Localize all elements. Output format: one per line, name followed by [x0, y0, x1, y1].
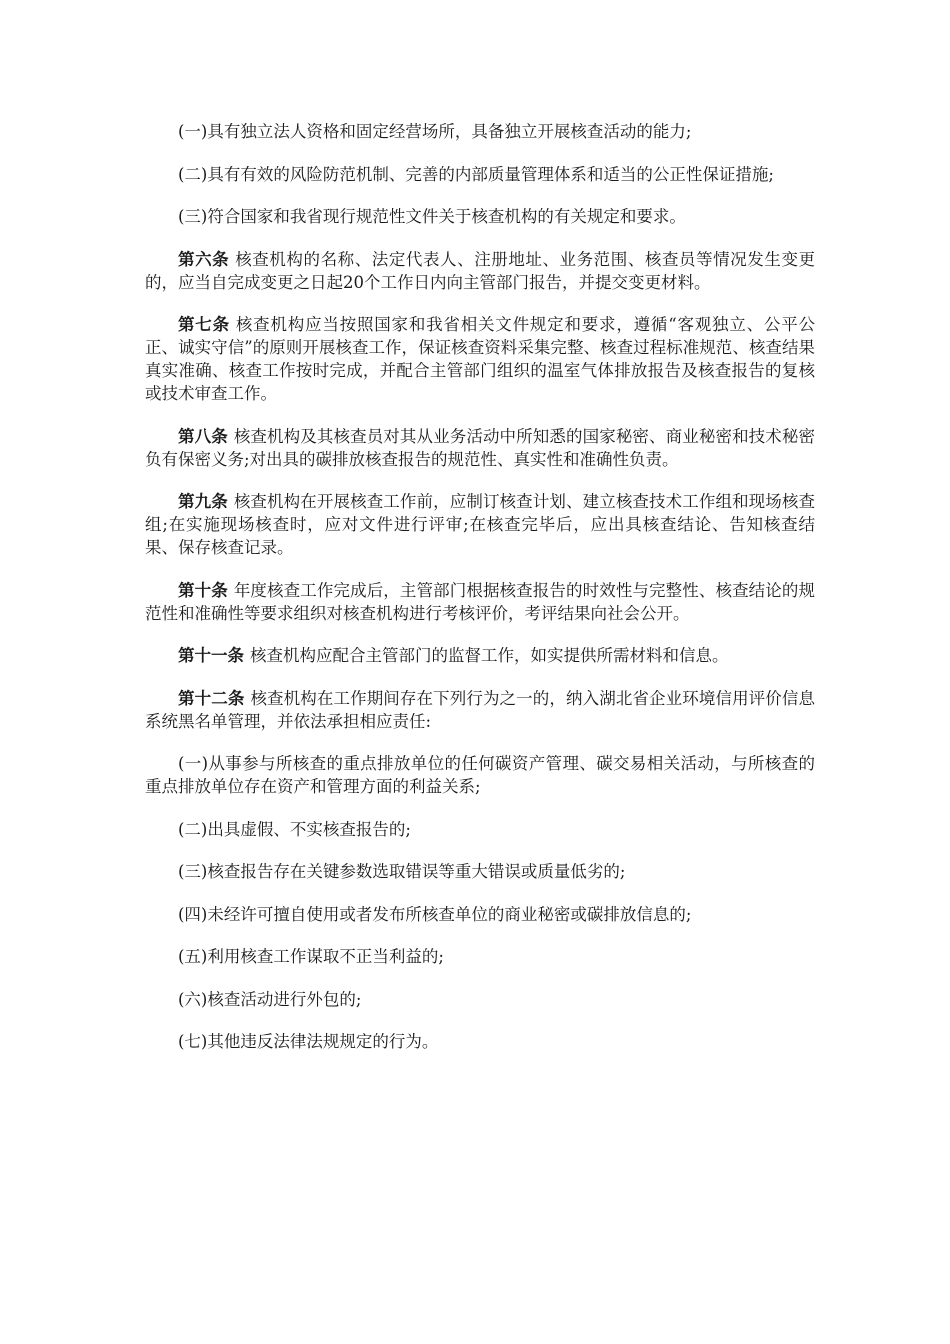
paragraph-text: (六)核查活动进行外包的;: [178, 989, 362, 1009]
article-10: [145, 579, 815, 625]
paragraph-text: 核查机构应配合主管部门的监督工作，如实提供所需材料和信息。: [250, 646, 729, 665]
paragraph-text: (一)具有独立法人资格和固定经营场所，具备独立开展核查活动的能力;: [178, 122, 692, 141]
clause-item-1: [145, 120, 815, 143]
article-heading: 第七条: [178, 315, 230, 334]
clause-item-12-5: [145, 945, 815, 968]
article-7: [145, 313, 815, 405]
article-heading: 第十条: [178, 580, 228, 600]
paragraph-text: (二)出具虚假、不实核查报告的;: [178, 819, 411, 839]
article-6: [145, 248, 815, 294]
clause-item-3: [145, 205, 815, 228]
article-heading: 第九条: [178, 492, 228, 511]
article-12: [145, 687, 815, 733]
article-heading: 第十二条: [178, 688, 245, 708]
article-heading: 第八条: [178, 426, 228, 446]
paragraph-text: 核查机构在开展核查工作前，应制订核查计划、建立核查技术工作组和现场核查组;在实施现场核查时，应对文件进行评审;在核查完毕后，应出具核查结论、告知核查结果、保存核查记录。: [145, 492, 816, 557]
paragraph-text: 核查机构在工作期间存在下列行为之一的，纳入湖北省企业环境信用评价信息系统黑名单管理，并依法承担相应责任:: [145, 688, 816, 731]
paragraph-text: (三)核查报告存在关键参数选取错误等重大错误或质量低劣的;: [178, 862, 626, 881]
article-heading: 第六条: [178, 249, 230, 269]
clause-item-12-2: [145, 818, 815, 841]
article-heading: 第十一条: [178, 646, 244, 665]
paragraph-text: 核查机构的名称、法定代表人、注册地址、业务范围、核查员等情况发生变更的，应当自完成变更之日起20个工作日内向主管部门报告，并提交变更材料。: [145, 249, 816, 292]
paragraph-text: (七)其他违反法律法规规定的行为。: [178, 1032, 439, 1051]
clause-item-12-6: [145, 988, 815, 1011]
paragraph-text: (二)具有有效的风险防范机制、完善的内部质量管理体系和适当的公正性保证措施;: [178, 164, 774, 184]
clause-item-12-4: [145, 903, 815, 926]
clause-item-12-1: [145, 752, 815, 798]
clause-item-12-3: [145, 860, 815, 883]
clause-item-12-7: [145, 1030, 815, 1053]
paragraph-text: 年度核查工作完成后，主管部门根据核查报告的时效性与完整性、核查结论的规范性和准确性等要求组织对核查机构进行考核评价，考评结果向社会公开。: [145, 580, 816, 623]
paragraph-text: 核查机构应当按照国家和我省相关文件规定和要求，遵循“客观独立、公平公正、诚实守信”的原则开展核查工作，保证核查资料采集完整、核查过程标准规范、核查结果真实准确、核查工作按时完成，并配合主管部门组织的温室气体排放报告及核查报告的复核或技术审查工作。: [145, 315, 816, 403]
paragraph-text: (四)未经许可擅自使用或者发布所核查单位的商业秘密或碳排放信息的;: [178, 904, 692, 924]
article-9: [145, 490, 815, 559]
paragraph-text: (五)利用核查工作谋取不正当利益的;: [178, 947, 444, 966]
article-8: [145, 425, 815, 471]
paragraph-text: (一)从事参与所核查的重点排放单位的任何碳资产管理、碳交易相关活动，与所核查的重点排放单位存在资产和管理方面的利益关系;: [145, 754, 815, 796]
document-page: [145, 120, 815, 1073]
article-11: [145, 644, 815, 667]
paragraph-text: 核查机构及其核查员对其从业务活动中所知悉的国家秘密、商业秘密和技术秘密负有保密义务;对出具的碳排放核查报告的规范性、真实性和准确性负责。: [145, 426, 816, 469]
paragraph-text: (三)符合国家和我省现行规范性文件关于核查机构的有关规定和要求。: [178, 207, 686, 226]
clause-item-2: [145, 163, 815, 186]
